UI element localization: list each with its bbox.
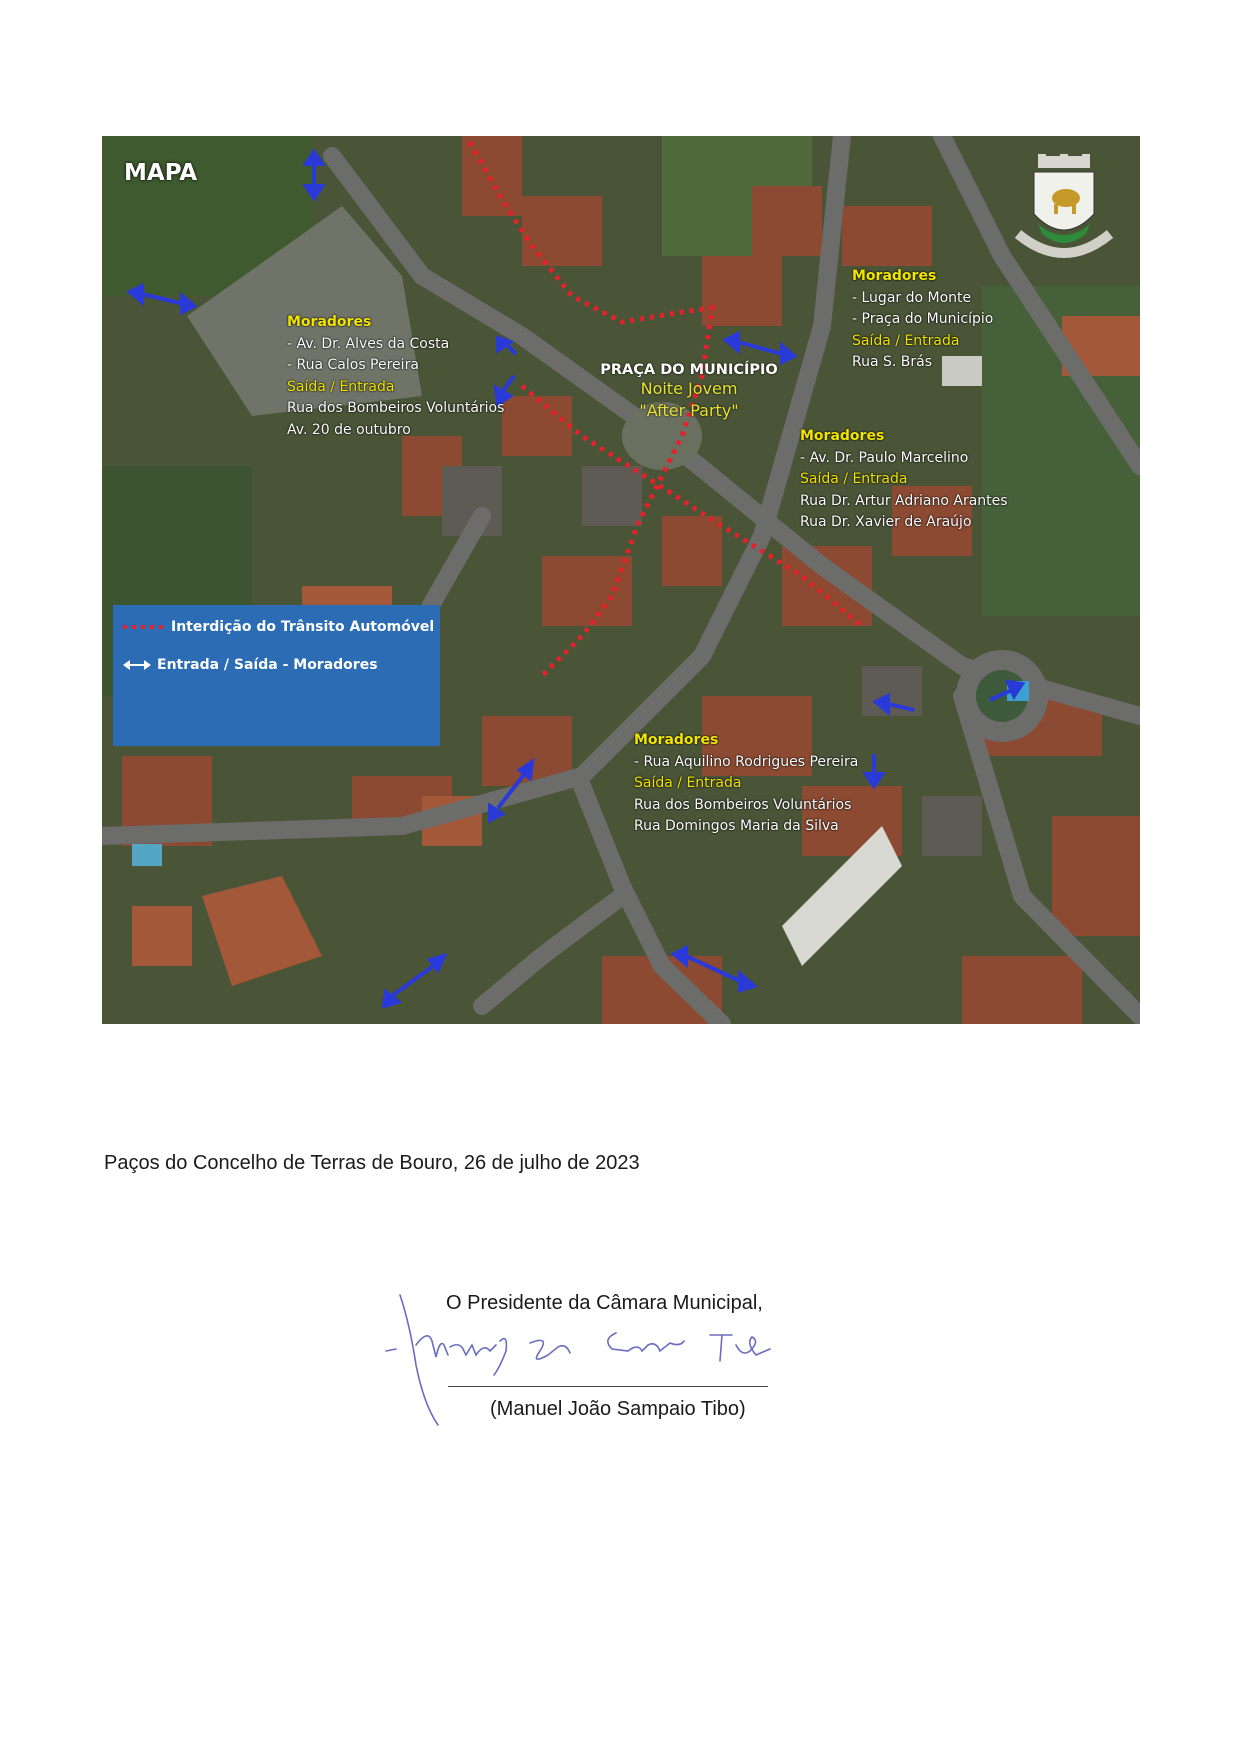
zone-exit-label: Saída / Entrada — [800, 471, 908, 487]
zone-exit: Rua S. Brás — [852, 354, 933, 370]
zone-exit: Rua Dr. Xavier de Araújo — [800, 514, 972, 530]
zone-label-north — [852, 266, 993, 374]
legend-residents — [123, 657, 378, 673]
zone-exit-label: Saída / Entrada — [634, 775, 742, 791]
zone-street: - Praça do Município — [852, 311, 994, 327]
zone-exit: Rua dos Bombeiros Voluntários — [287, 400, 505, 416]
signatory-name: (Manuel João Sampaio Tibo) — [490, 1398, 746, 1420]
legend-closure-label: Interdição do Trânsito Automóvel — [171, 619, 435, 635]
legend-closure — [123, 619, 434, 635]
zone-label-west — [287, 312, 504, 441]
event-subtitle: "After Party" — [639, 401, 739, 420]
zone-exit-label: Saída / Entrada — [287, 378, 395, 395]
zone-heading: Moradores — [634, 732, 719, 748]
zone-heading: Moradores — [852, 268, 937, 284]
map-legend — [113, 605, 440, 746]
zone-street: - Av. Dr. Alves da Costa — [287, 335, 450, 352]
map-title: MAPA — [124, 160, 198, 186]
municipal-crest — [1008, 154, 1120, 264]
zone-exit: Rua Dr. Artur Adriano Arantes — [800, 492, 1008, 509]
zone-exit: Rua dos Bombeiros Voluntários — [634, 796, 852, 813]
zone-exit: Rua Domingos Maria da Silva — [634, 818, 839, 834]
praca-title: PRAÇA DO MUNICÍPIO — [600, 362, 778, 378]
zone-street: - Av. Dr. Paulo Marcelino — [800, 449, 969, 466]
zone-label-south — [634, 730, 858, 838]
zone-street: - Lugar do Monte — [852, 289, 972, 306]
legend-residents-label: Entrada / Saída - Moradores — [157, 657, 378, 673]
zone-exit: Av. 20 de outubro — [287, 421, 411, 438]
signatory-title: O Presidente da Câmara Municipal, — [446, 1292, 763, 1314]
aerial-map — [102, 136, 1140, 1024]
zone-heading: Moradores — [287, 314, 372, 330]
date-line: Paços do Concelho de Terras de Bouro, 26 de julho de 2023 — [104, 1152, 640, 1174]
event-name: Noite Jovem — [640, 379, 738, 398]
zone-label-east — [800, 426, 1008, 534]
zone-heading: Moradores — [800, 428, 885, 444]
praca-label — [589, 362, 789, 422]
double-arrow-icon — [123, 659, 151, 671]
closure-swatch — [123, 624, 165, 630]
zone-street: - Rua Aquilino Rodrigues Pereira — [634, 753, 859, 770]
signature-line — [448, 1386, 768, 1387]
zone-exit-label: Saída / Entrada — [852, 332, 960, 349]
zone-street: - Rua Calos Pereira — [287, 357, 419, 373]
